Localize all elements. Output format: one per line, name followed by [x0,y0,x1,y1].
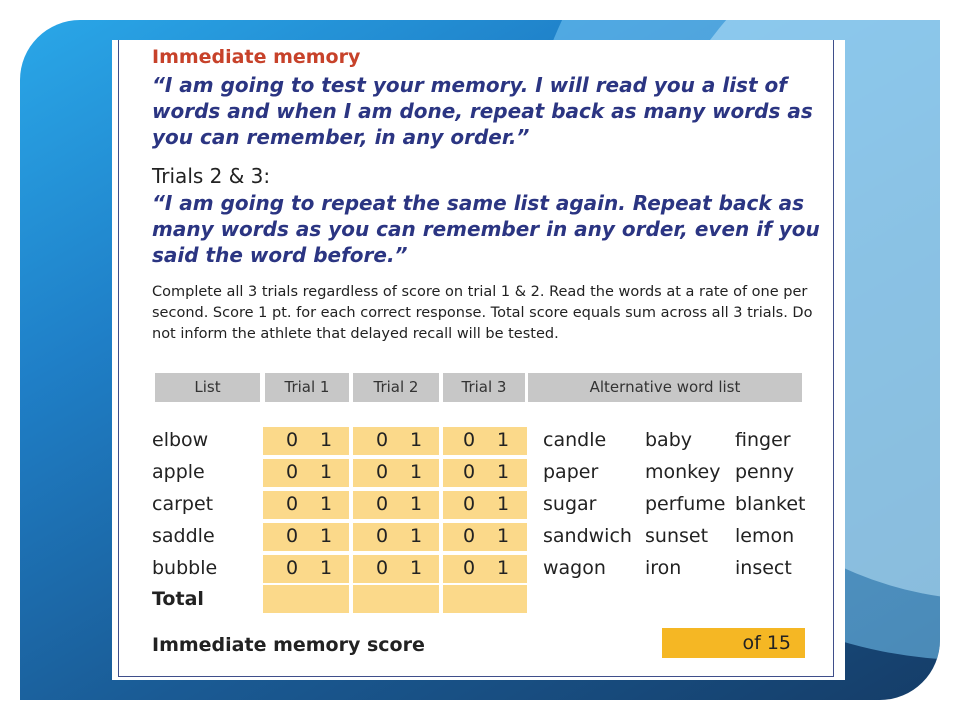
score-one[interactable]: 1 [320,461,333,483]
alt-word: paper [543,461,599,483]
alt-word: perfume [645,493,726,515]
instructions-text: Complete all 3 trials regardless of score on trial 1 & 2. Read the words at a rate of one per second. Score 1 pt. for each correct response. Total score equals sum across all 3 trials. Do not inform the athlete that delayed recall will be tested. [152,284,813,342]
alt-word: sunset [645,525,709,547]
header-trial-1: Trial 1 [265,373,349,402]
alt-word: sugar [543,493,597,515]
alt-word: sandwich [543,525,632,547]
alt-word: baby [645,429,693,451]
alt-word: penny [735,461,795,483]
trial-1-total-cell[interactable] [263,585,349,613]
list-word: saddle [152,525,215,547]
score-zero[interactable]: 0 [286,493,299,515]
score-zero[interactable]: 0 [463,429,476,451]
alt-word: iron [645,557,682,579]
score-zero[interactable]: 0 [463,493,476,515]
trial-2-score-cell[interactable] [353,427,439,455]
alt-word: candle [543,429,607,451]
alt-word: insect [735,557,792,579]
immediate-memory-score-label: Immediate memory score [152,634,425,656]
score-one[interactable]: 1 [410,461,423,483]
score-one[interactable]: 1 [410,493,423,515]
header-trial-2: Trial 2 [353,373,439,402]
trial-3-score-cell[interactable] [443,459,527,487]
score-one[interactable]: 1 [497,525,510,547]
score-one[interactable]: 1 [497,557,510,579]
header-alternative-list: Alternative word list [528,373,802,402]
alt-word: lemon [735,525,795,547]
alt-word: finger [735,429,791,451]
score-one[interactable]: 1 [320,557,333,579]
alt-word: monkey [645,461,721,483]
score-zero[interactable]: 0 [376,461,389,483]
trials-heading: Trials 2 & 3: [152,164,271,188]
instruction-quote-1: “I am going to test your memory. I will read you a list of words and when I am done, repeat back as many words as you can remember, in any order.” [152,73,813,149]
section-title: Immediate memory [152,46,361,68]
document-card [112,40,845,680]
score-zero[interactable]: 0 [286,525,299,547]
score-one[interactable]: 1 [410,525,423,547]
score-one[interactable]: 1 [410,557,423,579]
score-zero[interactable]: 0 [463,461,476,483]
trial-2-score-cell[interactable] [353,523,439,551]
score-one[interactable]: 1 [497,461,510,483]
score-zero[interactable]: 0 [286,557,299,579]
list-word: apple [152,461,205,483]
score-one[interactable]: 1 [497,429,510,451]
score-zero[interactable]: 0 [376,429,389,451]
score-one[interactable]: 1 [320,429,333,451]
immediate-memory-score-box[interactable]: of 15 [662,628,805,658]
trial-1-score-cell[interactable] [263,427,349,455]
trial-2-score-cell[interactable] [353,491,439,519]
trial-1-score-cell[interactable] [263,459,349,487]
trial-2-score-cell[interactable] [353,555,439,583]
alt-word: wagon [543,557,606,579]
score-zero[interactable]: 0 [286,429,299,451]
trial-3-total-cell[interactable] [443,585,527,613]
score-one[interactable]: 1 [320,493,333,515]
score-one[interactable]: 1 [497,493,510,515]
total-label: Total [152,588,204,610]
list-word: bubble [152,557,218,579]
trial-3-score-cell[interactable] [443,427,527,455]
list-word: carpet [152,493,214,515]
score-one[interactable]: 1 [410,429,423,451]
score-zero[interactable]: 0 [376,557,389,579]
score-zero[interactable]: 0 [376,493,389,515]
trial-3-score-cell[interactable] [443,555,527,583]
trial-3-score-cell[interactable] [443,491,527,519]
score-one[interactable]: 1 [320,525,333,547]
trial-2-total-cell[interactable] [353,585,439,613]
header-trial-3: Trial 3 [443,373,525,402]
score-zero[interactable]: 0 [376,525,389,547]
score-zero[interactable]: 0 [286,461,299,483]
trial-1-score-cell[interactable] [263,555,349,583]
score-zero[interactable]: 0 [463,557,476,579]
header-list: List [155,373,260,402]
alt-word: blanket [735,493,806,515]
list-word: elbow [152,429,209,451]
trial-1-score-cell[interactable] [263,491,349,519]
instruction-quote-2: “I am going to repeat the same list again. Repeat back as many words as you can remember in any order, even if you said the word before.” [152,191,820,267]
score-zero[interactable]: 0 [463,525,476,547]
trial-2-score-cell[interactable] [353,459,439,487]
trial-3-score-cell[interactable] [443,523,527,551]
trial-1-score-cell[interactable] [263,523,349,551]
